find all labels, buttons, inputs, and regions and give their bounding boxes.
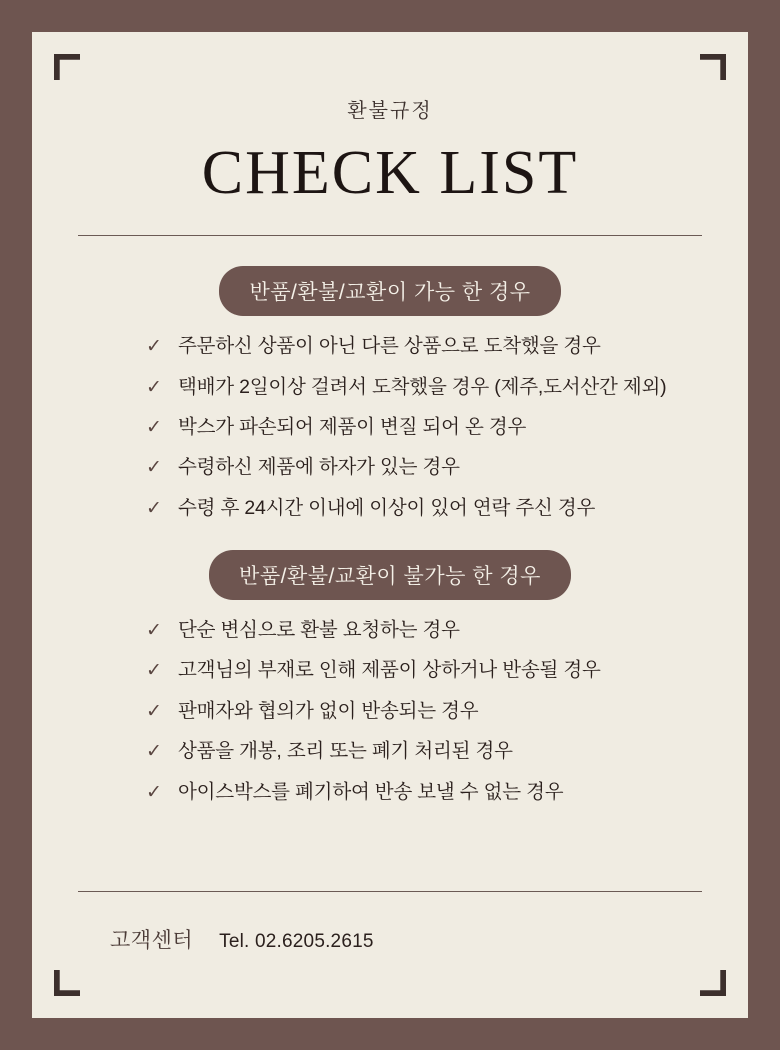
list-item — [146, 455, 698, 479]
list-item-label: 박스가 파손되어 제품이 변질 되어 온 경우 — [178, 415, 527, 438]
customer-center-phone: Tel. 02.6205.2615 — [219, 931, 374, 952]
check-icon: ✓ — [146, 497, 162, 519]
list-item — [146, 699, 698, 723]
header-divider — [78, 235, 702, 236]
list-item — [146, 658, 698, 682]
list-item — [146, 415, 698, 439]
list-item — [146, 780, 698, 804]
check-icon: ✓ — [146, 660, 162, 682]
check-icon: ✓ — [146, 620, 162, 642]
list-item-label: 택배가 2일이상 걸려서 도착했을 경우 (제주,도서산간 제외) — [178, 375, 667, 398]
list-item-label: 판매자와 협의가 없이 반송되는 경우 — [178, 699, 479, 722]
list-item-label: 고객님의 부재로 인해 제품이 상하거나 반송될 경우 — [178, 659, 601, 682]
list-item — [146, 496, 698, 520]
section-refundable — [54, 266, 726, 520]
poster-inner — [54, 54, 726, 996]
check-icon: ✓ — [146, 781, 162, 803]
footer-divider — [78, 891, 702, 892]
list-item-label: 주문하신 상품이 아닌 다른 상품으로 도착했을 경우 — [178, 335, 601, 358]
header-kicker: 환불규정 — [347, 100, 433, 122]
list-item-label: 수령하신 제품에 하자가 있는 경우 — [178, 456, 460, 479]
section-non-refundable — [54, 550, 726, 804]
check-icon: ✓ — [146, 336, 162, 358]
check-icon: ✓ — [146, 376, 162, 398]
check-icon: ✓ — [146, 700, 162, 722]
customer-center-label: 고객센터 — [110, 929, 194, 952]
check-icon: ✓ — [146, 457, 162, 479]
poster-header — [54, 54, 726, 207]
footer — [54, 924, 726, 954]
list-item — [146, 334, 698, 358]
list-item-label: 아이스박스를 폐기하여 반송 보낼 수 없는 경우 — [178, 780, 564, 803]
list-item — [146, 618, 698, 642]
list-item — [146, 375, 698, 399]
corner-bracket-bottom-right-icon — [700, 970, 726, 996]
list-item-label: 수령 후 24시간 이내에 이상이 있어 연락 주신 경우 — [178, 496, 596, 519]
poster-card — [32, 32, 748, 1018]
section-non-refundable-pill-wrap — [82, 550, 698, 600]
corner-bracket-bottom-left-icon — [54, 970, 80, 996]
check-icon: ✓ — [146, 741, 162, 763]
page-title: CHECK LIST — [201, 139, 579, 207]
check-icon: ✓ — [146, 416, 162, 438]
list-item-label: 단순 변심으로 환불 요청하는 경우 — [178, 619, 460, 642]
section-non-refundable-list — [82, 618, 698, 804]
list-item-label: 상품을 개봉, 조리 또는 폐기 처리된 경우 — [178, 740, 513, 763]
section-refundable-pill-wrap — [82, 266, 698, 316]
section-non-refundable-title: 반품/환불/교환이 불가능 한 경우 — [209, 550, 571, 600]
section-refundable-list — [82, 334, 698, 520]
list-item — [146, 739, 698, 763]
section-refundable-title: 반품/환불/교환이 가능 한 경우 — [219, 266, 560, 316]
